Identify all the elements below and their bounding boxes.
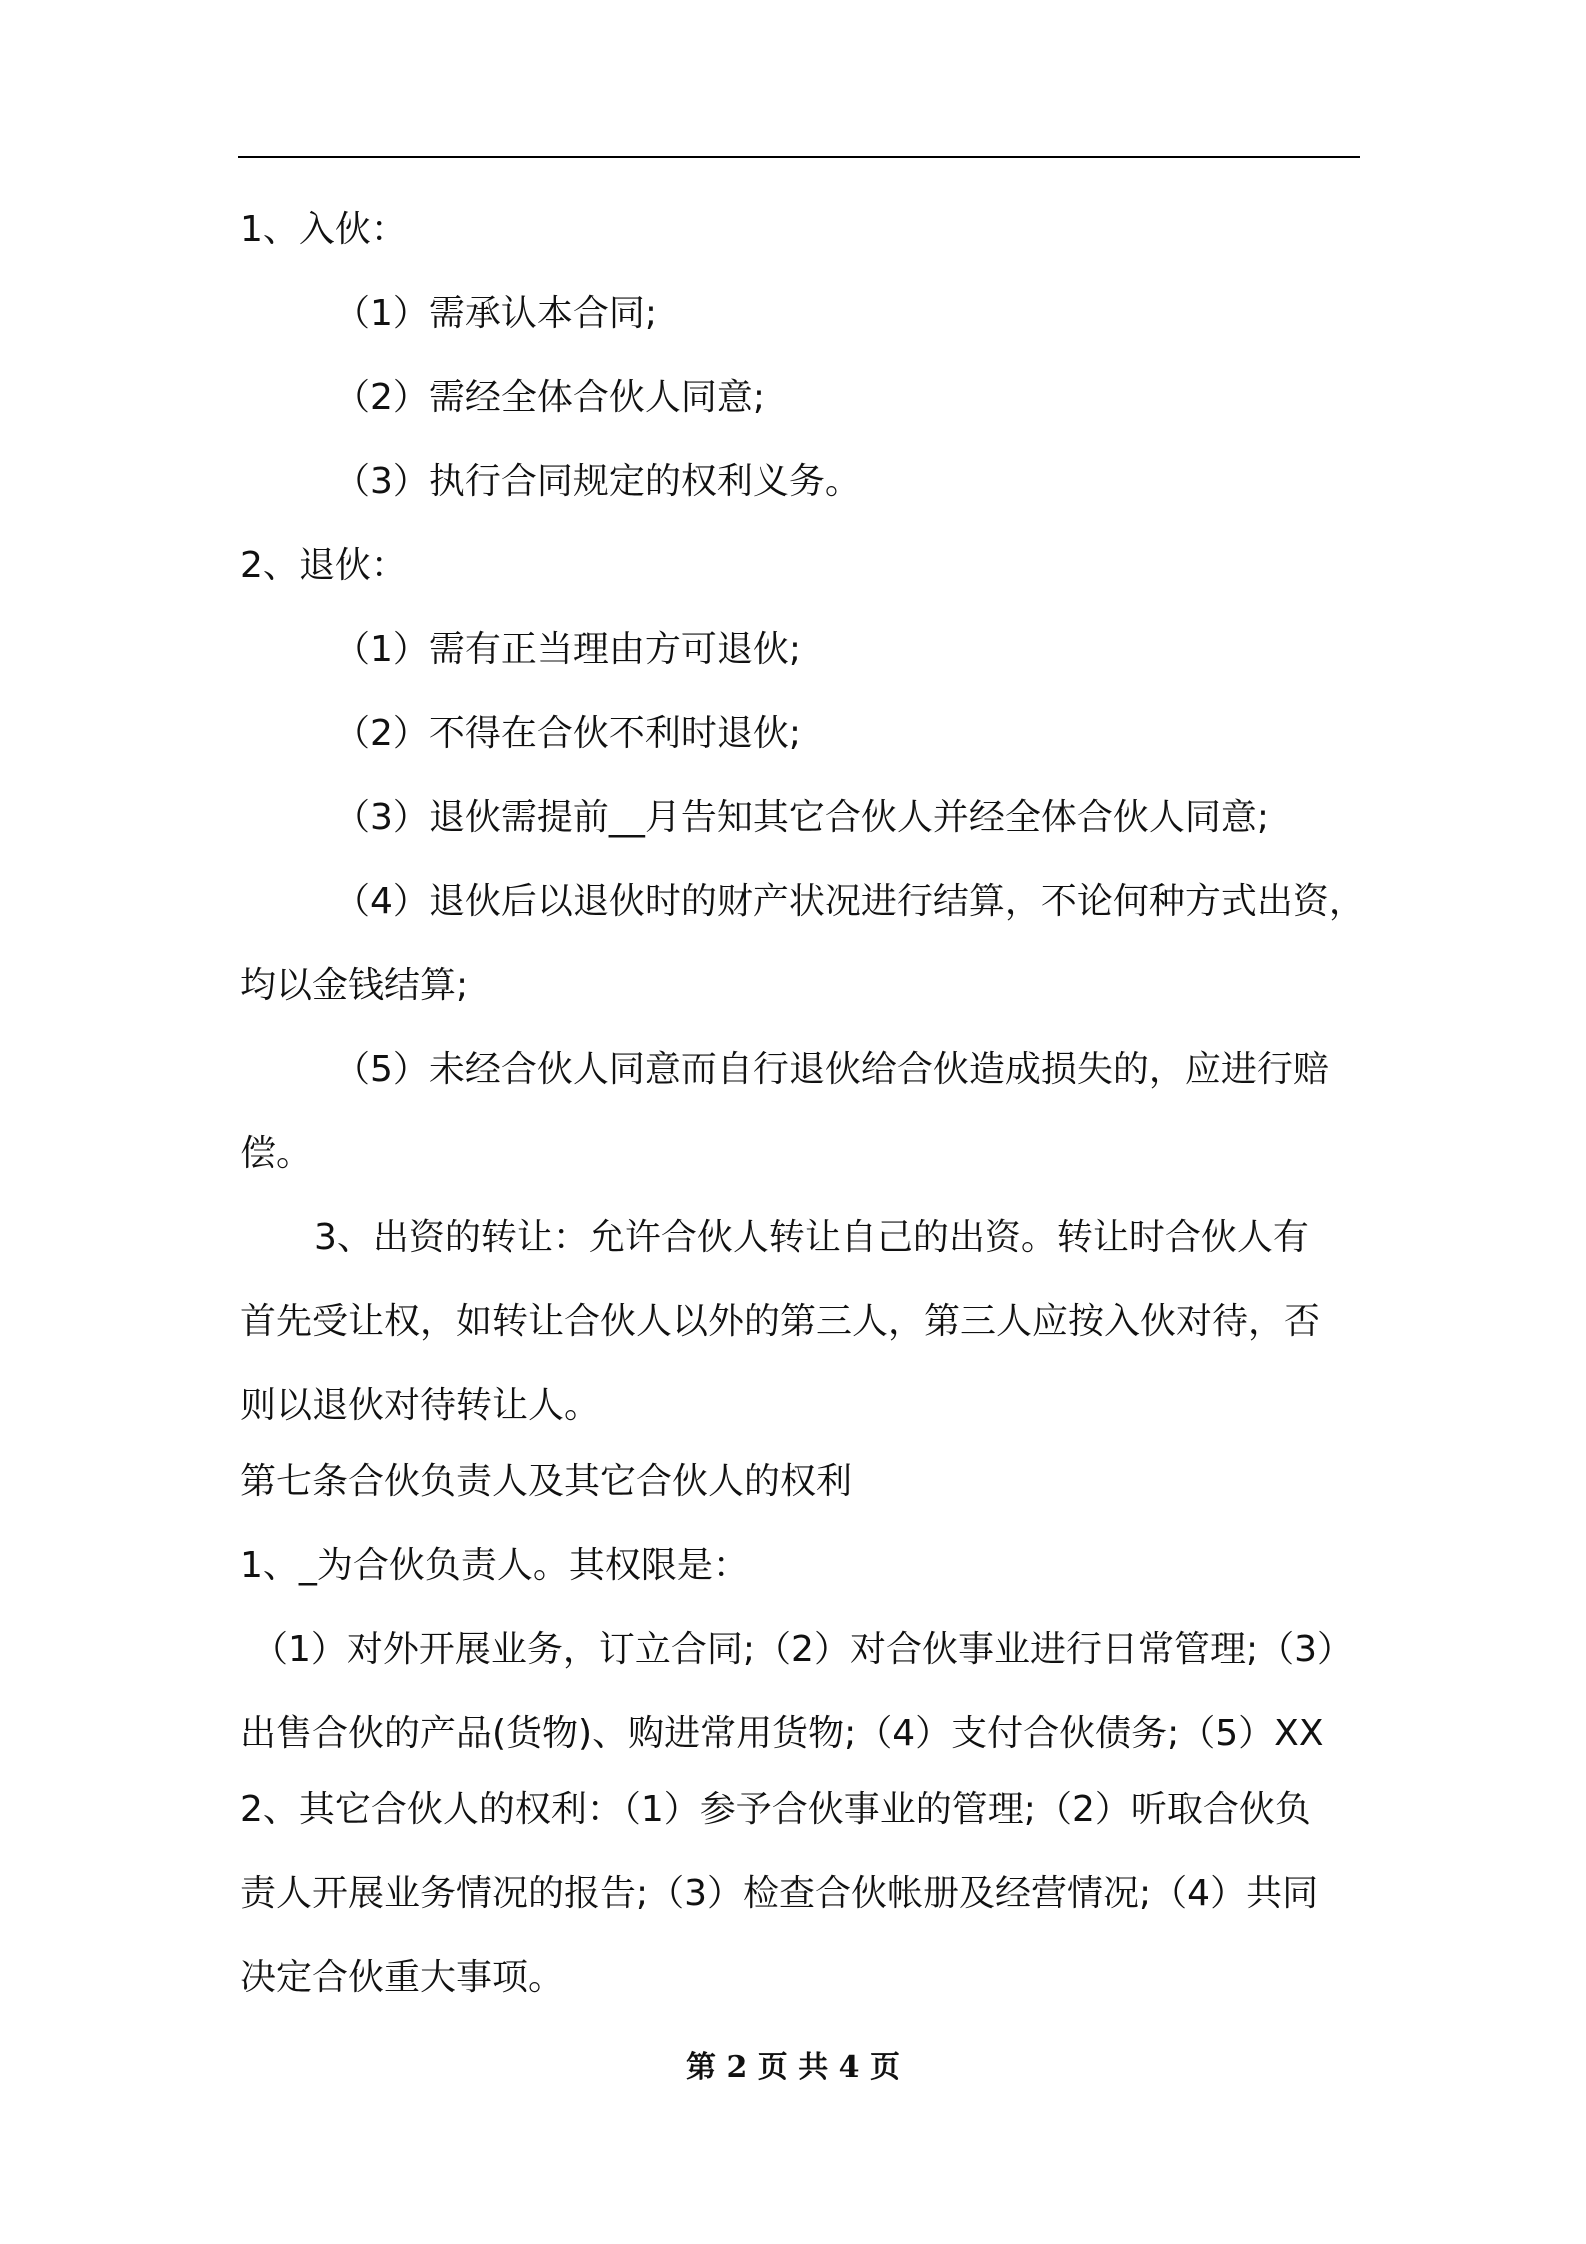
withdraw-item-1: （1）需有正当理由方可退伙; <box>334 629 802 670</box>
withdraw-item-4-cont: 均以金钱结算; <box>240 965 469 1006</box>
article-seven-heading: 第七条合伙负责人及其它合伙人的权利 <box>240 1461 853 1502</box>
page-number-footer: 第 2 页 共 4 页 <box>686 2050 900 2085</box>
withdraw-item-5-cont: 偿。 <box>240 1133 313 1174</box>
header-rule <box>238 156 1360 158</box>
responsible-person-line: 1、_为合伙负责人。其权限是： <box>240 1545 749 1586</box>
withdraw-item-2: （2）不得在合伙不利时退伙; <box>334 713 802 754</box>
withdraw-item-5: （5）未经合伙人同意而自行退伙给合伙造成损失的，应进行赔 <box>334 1049 1329 1090</box>
authority-list-line-2: 出售合伙的产品(货物)、购进常用货物;（4）支付合伙债务;（5）XX <box>240 1713 1324 1754</box>
authority-list-line-1: （1）对外开展业务，订立合同;（2）对合伙事业进行日常管理;（3） <box>252 1629 1353 1670</box>
other-partners-rights-line-1: 2、其它合伙人的权利：（1）参予合伙事业的管理;（2）听取合伙负 <box>240 1789 1311 1830</box>
withdraw-item-4: （4）退伙后以退伙时的财产状况进行结算，不论何种方式出资， <box>334 881 1365 922</box>
join-item-2: （2）需经全体合伙人同意; <box>334 377 766 418</box>
withdraw-item-3: （3）退伙需提前__月告知其它合伙人并经全体合伙人同意; <box>334 797 1270 838</box>
transfer-paragraph: 3、出资的转让：允许合伙人转让自己的出资。转让时合伙人有 <box>314 1217 1309 1258</box>
other-partners-rights-line-2: 责人开展业务情况的报告;（3）检查合伙帐册及经营情况;（4）共同 <box>240 1873 1319 1914</box>
join-item-3: （3）执行合同规定的权利义务。 <box>334 461 861 502</box>
transfer-paragraph-cont-2: 则以退伙对待转让人。 <box>240 1385 601 1426</box>
other-partners-rights-line-3: 决定合伙重大事项。 <box>240 1957 565 1998</box>
join-item-1: （1）需承认本合同; <box>334 293 658 334</box>
transfer-paragraph-cont-1: 首先受让权，如转让合伙人以外的第三人，第三人应按入伙对待，否 <box>240 1301 1321 1342</box>
section-withdraw-heading: 2、退伙： <box>240 545 407 586</box>
section-join-heading: 1、入伙： <box>240 209 407 250</box>
